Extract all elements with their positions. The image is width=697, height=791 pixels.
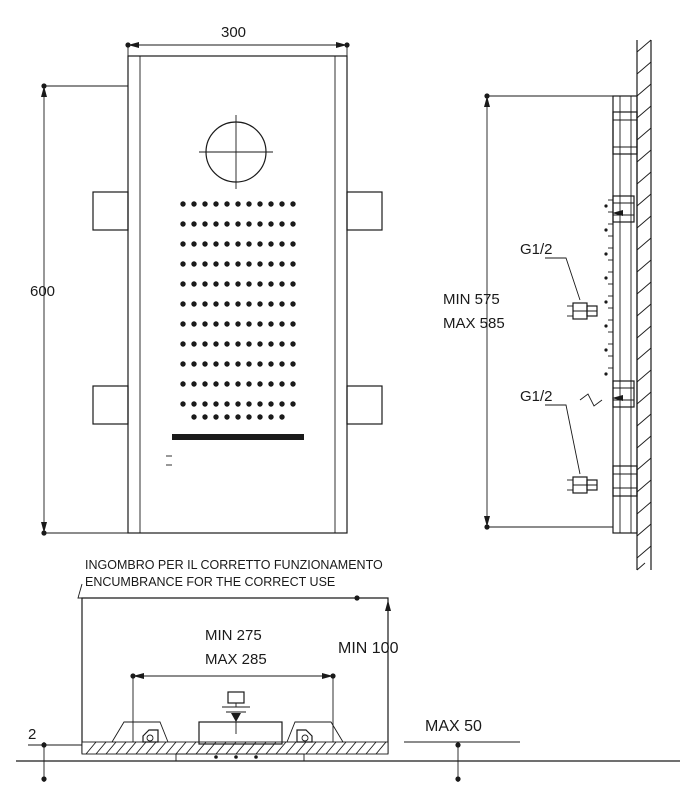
dimension-label-section-min: MIN 275 — [205, 627, 262, 644]
section-view-group — [16, 584, 680, 782]
note-english: ENCUMBRANCE FOR THE CORRECT USE — [85, 575, 336, 589]
dimension-label-section-max: MAX 285 — [205, 651, 267, 668]
mixer-symbol — [222, 692, 250, 722]
dimension-label-min-depth: MIN 100 — [338, 640, 399, 657]
front-view-group — [41, 42, 382, 536]
nozzle-dot-matrix — [180, 201, 295, 419]
side-nozzle-ticks — [608, 200, 613, 368]
note-italian: INGOMBRO PER IL CORRETTO FUNZIONAMENTO — [85, 558, 383, 572]
dimension-label-max-gap: MAX 50 — [425, 718, 482, 735]
dimension-label-front-width: 300 — [221, 24, 247, 41]
dimension-label-side-min: MIN 575 — [443, 291, 500, 308]
thread-label-bottom: G1/2 — [520, 388, 553, 405]
thickness-dimension — [28, 742, 82, 782]
waterfall-slot — [172, 434, 304, 440]
side-view-group — [484, 40, 651, 570]
front-height-dimension — [41, 83, 128, 535]
connector-upper — [545, 258, 597, 319]
elbow-right — [297, 730, 312, 742]
dimension-label-thickness: 2 — [28, 726, 37, 743]
connector-lower — [545, 405, 597, 493]
side-height-dimension — [484, 93, 613, 529]
max-gap-dimension — [404, 742, 520, 782]
front-width-dimension — [125, 42, 349, 86]
dimension-label-side-max: MAX 585 — [443, 315, 505, 332]
dimension-label-front-height: 600 — [30, 283, 56, 300]
center-mark — [199, 115, 273, 189]
wall-hatch — [637, 40, 651, 570]
elbow-left — [143, 730, 158, 742]
section-width-dimension — [130, 673, 335, 742]
thread-label-top: G1/2 — [520, 241, 553, 258]
